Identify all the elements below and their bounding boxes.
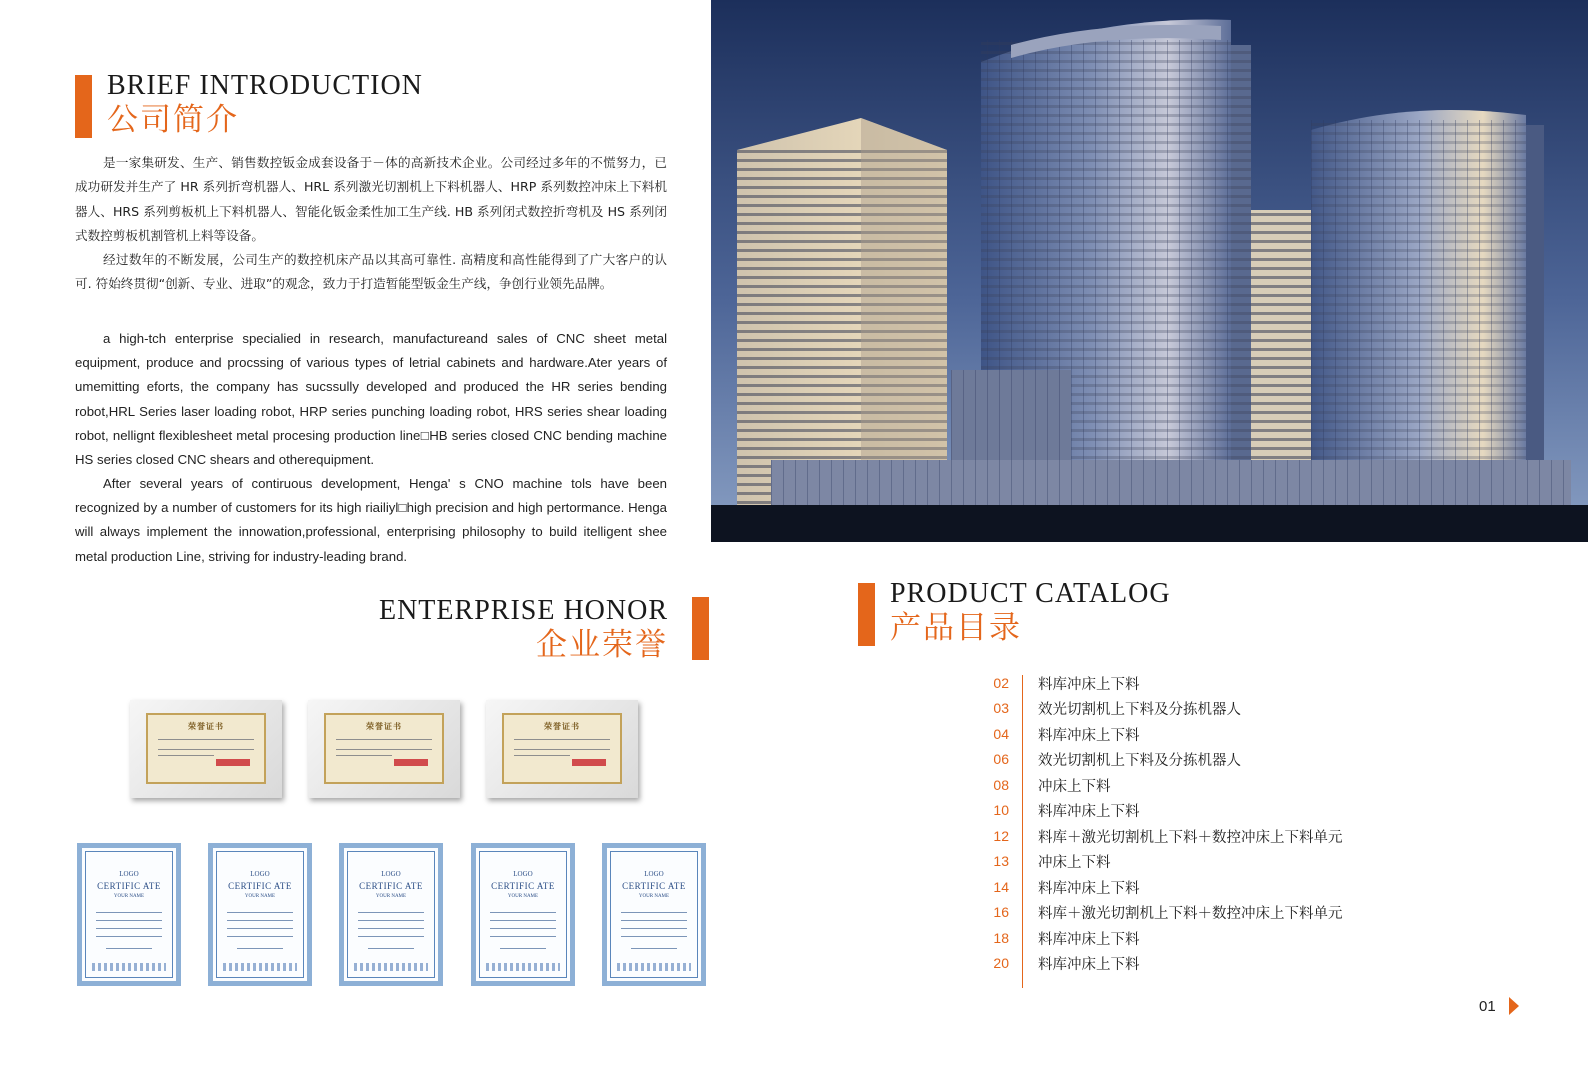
catalog-page-number: 20 <box>993 955 1009 971</box>
catalog-item-label[interactable]: 料库冲床上下料 <box>1038 881 1140 897</box>
building-photo <box>711 0 1588 542</box>
certificate-logo: LOGO <box>119 870 139 878</box>
award-certificate <box>130 700 282 798</box>
catalog-page-number: 14 <box>993 879 1009 895</box>
catalog-item-label[interactable]: 料库冲床上下料 <box>1038 677 1140 693</box>
award-title: 荣誉证书 <box>366 722 402 731</box>
certificate-title: CERTIFIC ATE <box>97 881 161 891</box>
intro-paragraph-en-1: a high-tch enterprise specialied in research, manufactureand sales of CNC sheet metal equipment, produce and procssing of various types of letrial cabinets and hardware.Ater years of umemitting eforts, the company has sucssully developed and produced the HR series bending robot,HRL Series laser loading robot, HRP series punching loading robot, HRS series shear loading robot, nellignt flexiblesheet metal procesing production line□HB series closed CNC bending machine HS series closed CNC shears and otherequipment. <box>75 331 667 468</box>
certificate <box>77 843 181 986</box>
catalog-item-label[interactable]: 料库冲床上下料 <box>1038 932 1140 948</box>
award-title: 荣誉证书 <box>544 722 580 731</box>
catalog-page-number: 03 <box>993 700 1009 716</box>
certificate-logo: LOGO <box>513 870 533 878</box>
award-seal <box>572 759 606 766</box>
section-accent-bar <box>858 583 875 646</box>
catalog-item-label[interactable]: 效光切割机上下料及分拣机器人 <box>1038 702 1241 718</box>
catalog-item-label[interactable]: 效光切割机上下料及分拣机器人 <box>1038 753 1241 769</box>
intro-paragraph-cn-2: 经过数年的不断发展，公司生产的数控机床产品以其高可靠性. 高精度和高性能得到了广大客户的认可. 符始终贯彻“创新、专业、进取”的观念，致力于打造暂能型钣金生产线，争创行业领先品牌。 <box>75 252 667 292</box>
certificate <box>602 843 706 986</box>
certificate-logo: LOGO <box>644 870 664 878</box>
certificate-logo: LOGO <box>250 870 270 878</box>
award-title: 荣誉证书 <box>188 722 224 731</box>
certificate-logo: LOGO <box>381 870 401 878</box>
catalog-page-number: 13 <box>993 853 1009 869</box>
award-certificate <box>486 700 638 798</box>
section-accent-bar <box>692 597 709 660</box>
brief-title-cn: 公司简介 <box>107 102 239 138</box>
catalog-page-number: 16 <box>993 904 1009 920</box>
certificate-name: YOUR NAME <box>375 894 407 899</box>
triangle-right-icon[interactable] <box>1509 997 1519 1015</box>
page-number: 01 <box>1479 998 1496 1015</box>
catalog-page-number: 04 <box>993 726 1009 742</box>
honor-title-en: ENTERPRISE HONOR <box>378 595 668 626</box>
catalog-title-en: PRODUCT CATALOG <box>890 578 1171 609</box>
honor-title-cn: 企业荣誉 <box>536 627 668 663</box>
certificate-title: CERTIFIC ATE <box>228 881 292 891</box>
certificate-title: CERTIFIC ATE <box>491 881 555 891</box>
catalog-title-cn: 产品目录 <box>890 610 1022 646</box>
catalog-page-number: 02 <box>993 675 1009 691</box>
catalog-divider <box>1022 675 1023 988</box>
certificate <box>339 843 443 986</box>
catalog-page-number: 06 <box>993 751 1009 767</box>
catalog-item-label[interactable]: 冲床上下料 <box>1038 779 1111 795</box>
catalog-item-label[interactable]: 料库冲床上下料 <box>1038 728 1140 744</box>
brief-title-en: BRIEF INTRODUCTION <box>107 70 423 101</box>
catalog-item-label[interactable]: 料库＋激光切割机上下料＋数控冲床上下料单元 <box>1038 830 1343 846</box>
catalog-item-label[interactable]: 料库冲床上下料 <box>1038 957 1140 973</box>
award-seal <box>216 759 250 766</box>
intro-paragraph-en-2: After several years of contiruous development, Henga' s CNO machine tols have been recognized by a number of customers for its high riailiyl□high precision and high pertormance. Henga will always implement the innowation,professional, enterprising philosophy to build itelligent shee metal production Line, striving for industry-leading brand. <box>75 476 667 564</box>
certificate-title: CERTIFIC ATE <box>359 881 423 891</box>
award-seal <box>394 759 428 766</box>
certificate <box>471 843 575 986</box>
certificate-name: YOUR NAME <box>638 894 670 899</box>
section-accent-bar <box>75 75 92 138</box>
catalog-page-number: 10 <box>993 802 1009 818</box>
catalog-item-label[interactable]: 冲床上下料 <box>1038 855 1111 871</box>
catalog-item-label[interactable]: 料库＋激光切割机上下料＋数控冲床上下料单元 <box>1038 906 1343 922</box>
catalog-page-number: 18 <box>993 930 1009 946</box>
catalog-page-number: 08 <box>993 777 1009 793</box>
certificate-title: CERTIFIC ATE <box>622 881 686 891</box>
certificate-name: YOUR NAME <box>113 894 145 899</box>
award-certificate <box>308 700 460 798</box>
catalog-item-label[interactable]: 料库冲床上下料 <box>1038 804 1140 820</box>
intro-paragraph-cn-1: 是一家集研发、生产、销售数控钣金成套设备于－体的高新技术企业。公司经过多年的不慌努力，已成功研发并生产了 HR 系列折弯机器人、HRL 系列激光切割机上下料机器人、HRP 系列数控冲床上下料机器人、HRS 系列剪板机上下料机器人、智能化钣金柔性加工生产线. HB 系列闭式数控折弯机及 HS 系列闭式数控剪板机割管机上料等设备。 <box>75 155 667 243</box>
certificate <box>208 843 312 986</box>
certificate-name: YOUR NAME <box>244 894 276 899</box>
certificate-name: YOUR NAME <box>507 894 539 899</box>
catalog-page-number: 12 <box>993 828 1009 844</box>
